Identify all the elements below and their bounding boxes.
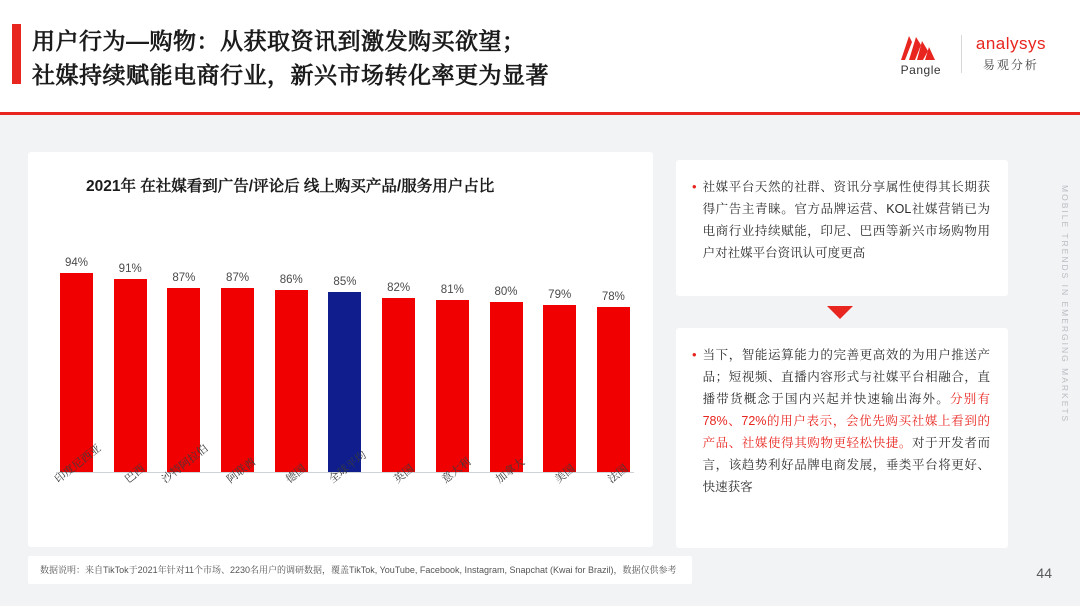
chart-bar-item (432, 222, 473, 472)
analysys-logo-cn: 易观分析 (982, 58, 1039, 72)
chart-bar-value-label: 78% (601, 290, 625, 303)
page-number: 44 (1036, 565, 1052, 581)
chart-bar-value-label: 87% (226, 271, 250, 284)
chart-bar (490, 302, 523, 472)
insight-card-1 (676, 160, 1008, 296)
insight-text-segment: 对于开发者而言，该趋势利好品牌电商发展，垂类平台将更好、快速获客 (702, 436, 990, 494)
brand-logos (895, 26, 1046, 82)
footer-card (28, 556, 692, 584)
arrow-down-icon (827, 306, 853, 319)
chart-bar-value-label: 87% (172, 271, 196, 284)
page-title-line-1: 用户行为—购物：从获取资讯到激发购买欲望； (32, 28, 526, 54)
chart-bar (436, 300, 469, 472)
chart-bar-value-label: 80% (494, 286, 518, 299)
insight-text-segment: 分别有78%、72%的用户表示，会优先购买社媒上看到的产品、社媒使得其购物更轻松快捷。 (702, 392, 990, 450)
pangle-logo (895, 31, 947, 77)
pangle-mark-icon (895, 31, 947, 61)
page-title (32, 24, 732, 92)
chart-bar-item (56, 222, 97, 472)
chart-x-tick-label: 阿联酋 (224, 456, 259, 486)
pangle-logo-label: Pangle (900, 63, 942, 77)
insight-card-2 (676, 328, 1008, 548)
data-source-note: 数据说明：来自TikTok于2021年针对11个市场、2230名用户的调研数据，覆盖TikTok, YouTube, Facebook, Instagram, Snapchat (Kwai for Brazil)，数据仅供参考 (40, 565, 677, 575)
chart-bar (597, 307, 630, 472)
chart-title: 2021年 在社媒看到广告/评论后 线上购买产品/服务用户占比 (86, 178, 495, 195)
chart-bar-value-label: 94% (64, 256, 89, 269)
chart-bar-item (593, 222, 634, 472)
chart-bar (382, 298, 415, 472)
side-vertical-label: MOBILE TRENDS IN EMERGING MARKETS (1060, 185, 1070, 424)
chart-bar-item (539, 222, 580, 472)
chart-x-tick-label: 巴西 (123, 462, 148, 486)
insight-text-segment: 当下，智能运算能力的完善更高效的为用户推送产品；短视频、直播内容形式与社媒平台相融合，直播带货概念于国内兴起并快速输出海外。 (702, 348, 990, 406)
chart-bar (114, 279, 147, 472)
chart-x-tick-labels (52, 442, 634, 544)
insight-text-2 (703, 344, 990, 498)
insight-text-1 (703, 176, 990, 264)
chart-bar (60, 273, 93, 472)
chart-bar-item (271, 222, 312, 472)
chart-x-tick-label: 全球平均 (326, 449, 369, 486)
chart-bar-item (378, 222, 419, 472)
chart-bar-value-label: 82% (387, 282, 411, 295)
title-accent-bar (12, 24, 21, 84)
chart-x-tick-label: 法国 (606, 462, 631, 486)
chart-bar (275, 290, 308, 472)
chart-plot-area (56, 222, 634, 472)
chart-x-tick-label: 英国 (391, 462, 417, 486)
page-title-line-2: 社媒持续赋能电商行业，新兴市场转化率更为显著 (32, 62, 549, 88)
chart-bar-value-label: 86% (279, 273, 303, 286)
chart-x-tick-label: 沙特阿拉伯 (160, 442, 211, 486)
page-header (0, 0, 1080, 112)
chart-bars (56, 222, 634, 472)
chart-bar-item (163, 222, 204, 472)
bullet-icon: • (692, 347, 697, 362)
chart-bar-value-label: 85% (333, 275, 357, 288)
chart-bar-item (217, 222, 258, 472)
chart-bar (328, 292, 361, 472)
chart-x-tick-label: 意大利 (439, 456, 474, 486)
chart-x-tick-label: 德国 (284, 462, 309, 486)
chart-bar-value-label: 81% (440, 284, 464, 297)
chart-bar-item (486, 222, 527, 472)
logo-divider (961, 35, 962, 73)
insight-text-segment: 社媒平台天然的社群、资讯分享属性使得其长期获得广告主青睐。官方品牌运营、KOL社媒营销已为电商行业持续赋能，印尼、巴西等新兴市场购物用户对社媒平台资讯认可度更高 (702, 180, 990, 260)
chart-bar (543, 305, 576, 472)
analysys-logo (976, 35, 1046, 73)
chart-bar-value-label: 91% (118, 263, 142, 276)
chart-x-tick-label: 美国 (552, 462, 578, 486)
bullet-icon: • (692, 179, 697, 194)
analysys-logo-en: analysys (975, 34, 1046, 53)
chart-bar (221, 288, 254, 472)
chart-x-tick-label: 印度尼西亚 (52, 442, 104, 486)
chart-bar-item (324, 222, 365, 472)
chart-x-tick (52, 442, 104, 544)
chart-bar-item (110, 222, 151, 472)
chart-bar-value-label: 79% (548, 288, 572, 301)
chart-x-tick-label: 加拿大 (493, 456, 527, 486)
chart-card (28, 152, 653, 547)
